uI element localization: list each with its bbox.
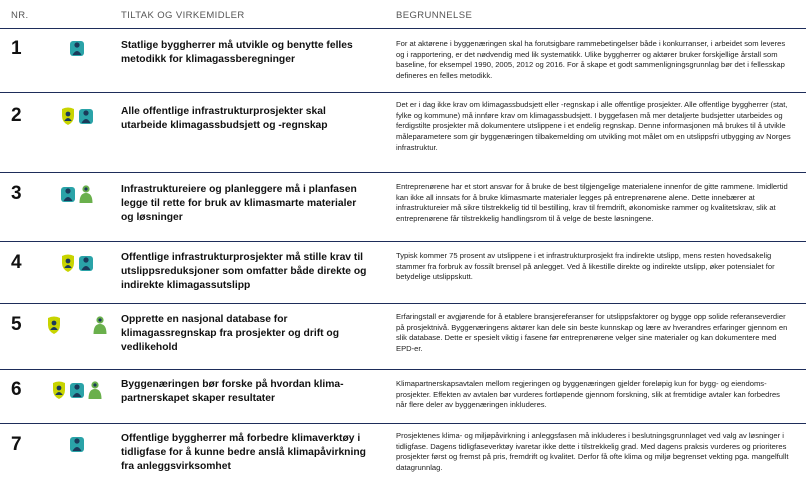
row-icons	[46, 315, 108, 335]
row-number: 7	[11, 434, 22, 455]
green-person-icon	[92, 315, 108, 335]
row-description: Entreprenørene har et stort ansvar for å bruke de best tilgjengelige materialene innenfor de gitte rammene. Imidlertid kan ikke all innsats for å bruke klimasmarte materialer legges på entreprenørene alene. Dette innebærer at infrastruktureier må sikre tilstrekkelig tid til bestilling, krav til fremdrift, økonomiske rammer og kvalitetskrav, slik at entreprenørene får tilstrekkelig handlingsrom til å velge de beste løsningene.	[396, 182, 788, 224]
yellow-shield-icon	[60, 106, 76, 126]
green-person-icon	[87, 380, 103, 400]
header-reasons: BEGRUNNELSE	[396, 10, 473, 21]
teal-person-icon	[69, 38, 85, 58]
row-description: Typisk kommer 75 prosent av utslippene i et infrastrukturprosjekt fra indirekte utslipp, mens resten hovedsakelig stammer fra forbruk av fossilt brensel på anlegget. Ved å likestille direkte og indirekte utslipp, øker potensialet for betydelige utslippskutt.	[396, 251, 775, 282]
header-nr: NR.	[11, 10, 29, 21]
row-icons	[46, 184, 108, 204]
teal-person-icon	[69, 434, 85, 454]
row-divider	[0, 92, 806, 93]
row-number: 5	[11, 314, 22, 335]
row-description: For at aktørene i byggenæringen skal ha forutsigbare rammebetingelser både i konkurranser, i arbeidet som leveres og i rapportering, er det nødvendig med lik systematikk. Ulike byggherrer og aktører bruker forskjellige årstall som baseline, for eksempel 1990, 2005, 2012 og 2016. For å skape et godt sammenligningsgrunnlag bør det i fellesskap defineres en felles metodikk.	[396, 39, 786, 81]
row-title: Offentlige byggherrer må forbedre klimaverktøy i tidligfase for å kunne bedre anslå klimapåvirkning fra anleggsvirksomhet	[121, 433, 366, 472]
row-divider	[0, 241, 806, 242]
teal-person-icon	[60, 184, 76, 204]
row-divider	[0, 303, 806, 304]
yellow-shield-icon	[51, 380, 67, 400]
teal-person-icon	[78, 106, 94, 126]
row-description: Klimapartnerskapsavtalen mellom regjeringen og byggenæringen gjelder foreløpig kun for bygg- og eiendomsprosjekter. Effekten av avtalen bør vurderes fortløpende gjennom forskning, slik at fremtidige avtaler kan forbedres når flere deler av byggenæringen inkluderes.	[396, 379, 780, 410]
header-rule	[0, 28, 806, 29]
row-description: Det er i dag ikke krav om klimagassbudsjett eller -regnskap i alle offentlige prosjekter. Alle offentlige byggherrer (stat, fylke og kommune) må innføre krav om klimagassbudsjett. I byggefasen må mer detaljerte budsjetter utarbeides og ferdigstilte prosjekter må dokumentere utslippene i et endelig regnskap. Denne informasjonen må brukes til å utvikle måleparametere som gir byggenæringen tilbakemelding om utvikling mot målet om en utslippsfri utbygging av Norges infrastruktur.	[396, 100, 791, 152]
row-icons	[46, 434, 108, 454]
row-number: 4	[11, 252, 22, 273]
row-divider	[0, 369, 806, 370]
row-icons	[46, 380, 108, 400]
row-number: 6	[11, 379, 22, 400]
row-icons	[46, 106, 108, 126]
row-divider	[0, 423, 806, 424]
row-title: Statlige byggherrer må utvikle og benytte felles metodikk for klimagassberegninger	[121, 40, 353, 65]
yellow-shield-icon	[46, 315, 62, 335]
row-description: Prosjektenes klima- og miljøpåvirkning i anleggsfasen må inkluderes i beslutningsgrunnlaget ved valg av løsninger i tidligfase. Dagens tidligfaseverktøy ivaretar ikke dette i tilstrekkelig grad. Med dagens praksis vurderes og prioriteres prosjekter først og fremst på pris, fremdrift og kvalitet. Derfor få ofte klima og miljø begrenset vekting pga. mangelfullt datagrunnlag.	[396, 431, 789, 473]
row-number: 2	[11, 105, 22, 126]
green-person-icon	[78, 184, 94, 204]
row-number: 3	[11, 183, 22, 204]
row-description: Erfaringstall er avgjørende for å etablere bransjereferanser for utslippsfaktorer og bygge opp solide referanseverdier på prosjektnivå. Byggenæringens aktører kan dele sin beste kunnskap og lære av hverandres erfaringer gjennom en slik database. Dette er spesielt viktig i fasene før entreprenørene velger sine materialer og kan dokumentere med EPD-er.	[396, 312, 788, 354]
teal-person-icon	[69, 380, 85, 400]
row-title: Byggenæringen bør forske på hvordan klimapartnerskapet skaper resultater	[121, 379, 344, 404]
row-title: Alle offentlige infrastrukturprosjekter skal utarbeide klimagassbudsjett og -regnskap	[121, 106, 328, 131]
row-icons	[46, 38, 108, 58]
row-number: 1	[11, 38, 22, 59]
header-measures: TILTAK OG VIRKEMIDLER	[121, 10, 245, 21]
row-title: Opprette en nasjonal database for klimagassregnskap fra prosjekter og drift og vedlikehold	[121, 314, 340, 353]
teal-person-icon	[78, 253, 94, 273]
row-title: Infrastruktureiere og planleggere må i planfasen legge til rette for bruk av klimasmarte materialer og løsninger	[121, 184, 357, 223]
row-divider	[0, 172, 806, 173]
yellow-shield-icon	[60, 253, 76, 273]
row-icons	[46, 253, 108, 273]
row-title: Offentlige infrastrukturprosjekter må stille krav til utslippsreduksjoner som omfatter både direkte og indirekte klimagassutslipp	[121, 252, 367, 291]
